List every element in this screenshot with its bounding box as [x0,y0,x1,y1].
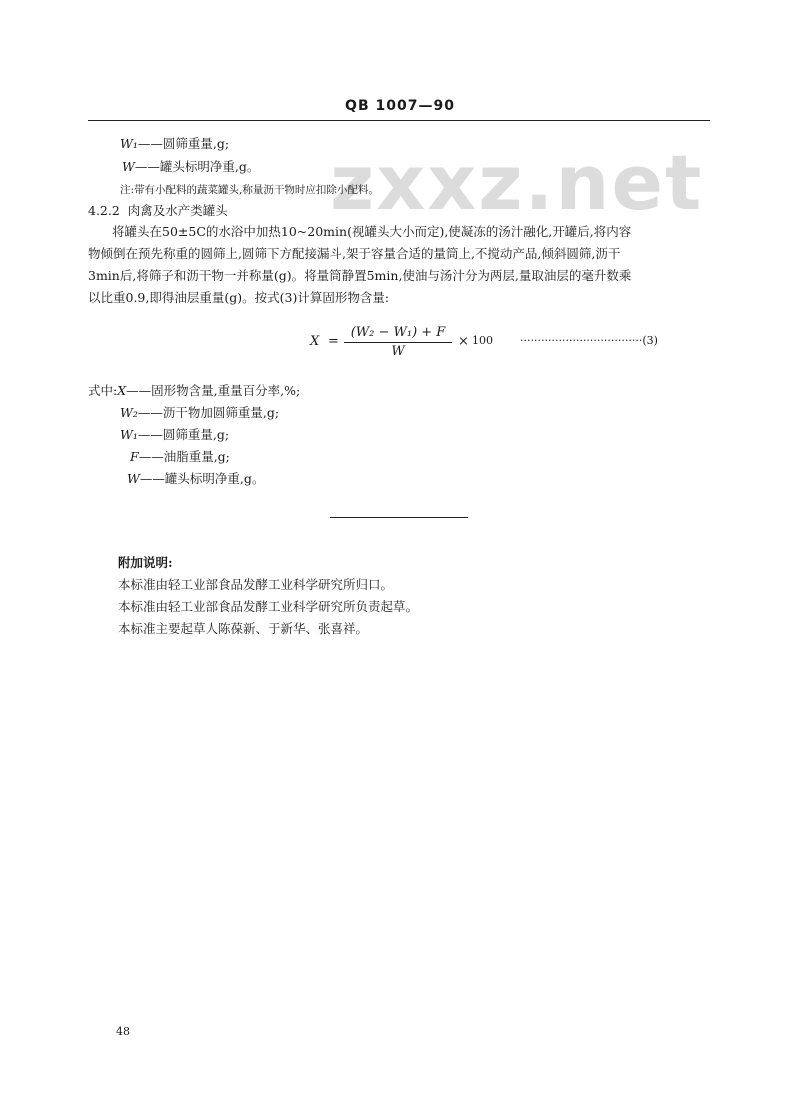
formula-equals: = [328,334,339,349]
fraction-bar [344,342,452,343]
page-number: 48 [116,1025,130,1038]
paragraph-line: 物倾倒在预先称重的圆筛上,圆筛下方配接漏斗,架于容量合适的量筒上,不搅动产品,倾斜圆筛,沥干 [88,246,621,261]
formula-times: × [458,334,469,349]
paragraph-line: 3min后,将筛子和沥干物一并称量(g)。将量筒静置5min,使油与汤汁分为两层,量取油层的毫升数乘 [88,268,632,283]
formula-leader [520,334,658,347]
formula-3 [310,325,710,359]
definition-symbol: W₁ [120,427,138,442]
definition-text: ——油脂重量,g; [138,449,230,464]
paragraph-line: 将罐头在50±5C的水浴中加热10~20min(视罐头大小而定),使凝冻的汤汁融化,开罐后,将内容 [112,224,632,239]
formula-denominator: W [391,344,405,359]
note: 注:带有小配料的蔬菜罐头,称量沥干物时应扣除小配料。 [120,184,379,196]
standard-code-header: QB 1007—90 [345,98,455,114]
definition-symbol: W₂ [120,405,138,420]
definition-line [120,405,279,421]
formula-lhs: X [310,334,320,349]
additional-heading: 附加说明: [118,555,173,570]
leader-dots: ··································· [520,334,643,347]
definition-symbol: X [117,383,127,398]
definition-text: ——固形物含量,重量百分率,%; [126,383,301,398]
definitions-lead: 式中: [88,383,118,398]
formula-number: (3) [642,334,658,347]
formula-factor: 100 [472,334,493,347]
definition-symbol: W₁ [120,136,138,151]
definition-line [88,383,300,399]
header-rule [88,120,710,121]
definition-symbol: F [130,449,139,464]
section-number: 4.2.2 [88,203,120,218]
additional-line: 本标准由轻工业部食品发酵工业科学研究所归口。 [118,577,394,592]
end-rule [330,517,468,518]
section-title: 肉禽及水产类罐头 [127,203,228,218]
definition-line [127,471,264,487]
section-heading [88,203,228,219]
definition-text: ——圆筛重量,g; [137,136,230,151]
paragraph-line: 以比重0.9,即得油层重量(g)。按式(3)计算固形物含量: [88,290,390,305]
definition-line [120,136,229,152]
watermark: zxxz.net [330,138,704,227]
definition-text: ——罐头标明净重,g。 [134,159,260,174]
additional-line: 本标准由轻工业部食品发酵工业科学研究所负责起草。 [118,599,419,614]
definition-symbol: W [127,471,140,486]
formula-numerator: (W₂ − W₁) + F [350,325,446,340]
definition-symbol: W [122,159,135,174]
definition-line [120,427,229,443]
definition-text: ——沥干物加圆筛重量,g; [137,405,280,420]
definition-line [122,159,259,175]
definition-text: ——圆筛重量,g; [137,427,230,442]
definition-line [130,449,230,465]
additional-line: 本标准主要起草人陈葆新、于新华、张喜祥。 [118,621,369,636]
formula-fraction [344,325,452,360]
definition-text: ——罐头标明净重,g。 [139,471,265,486]
